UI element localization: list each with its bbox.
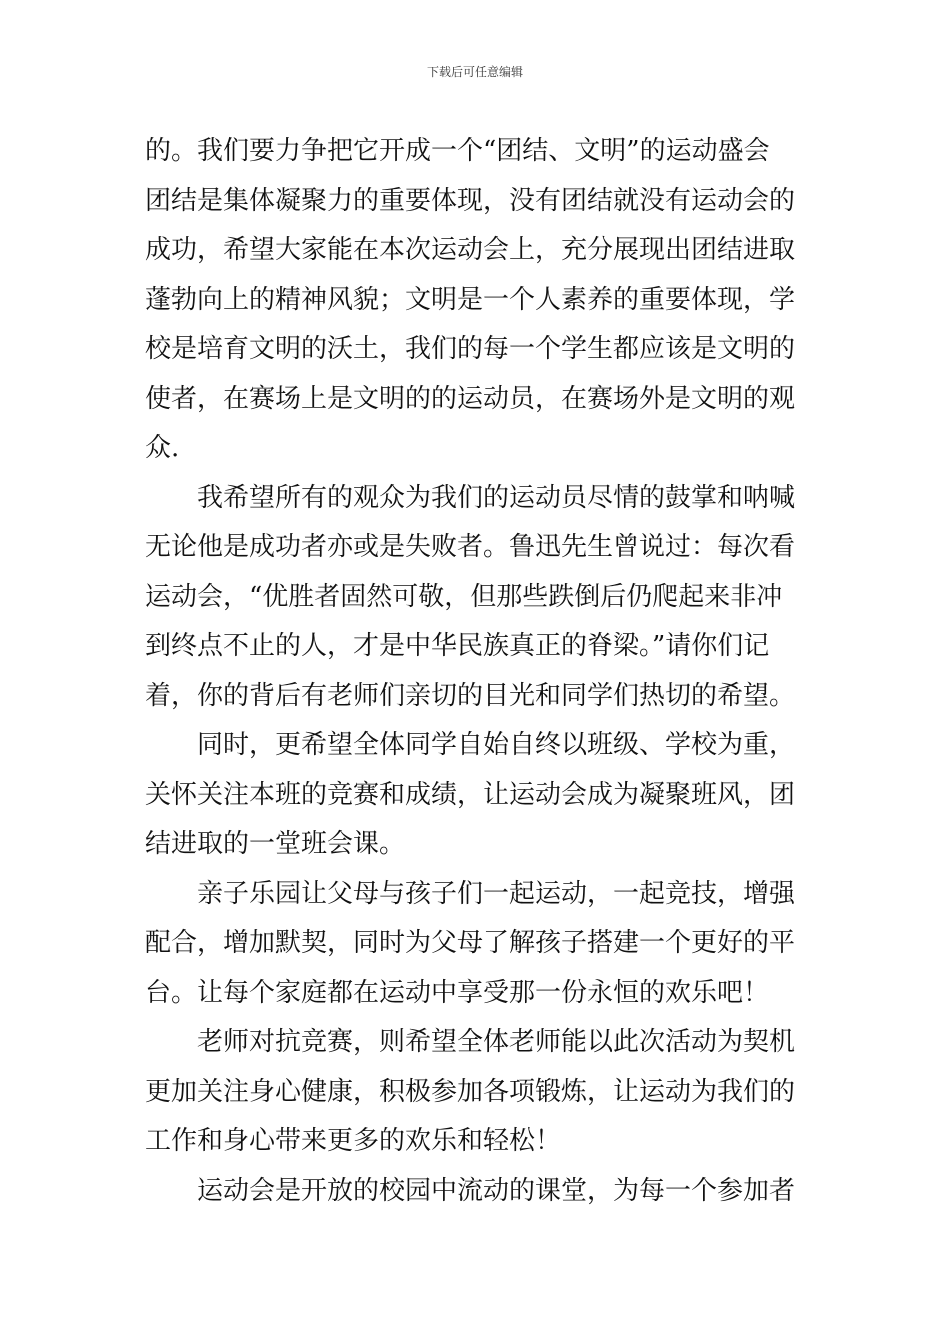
text-line: 使者，在赛场上是文明的的运动员，在赛场外是文明的观	[145, 383, 796, 414]
text-line: 亲子乐园让父母与孩子们一起运动，一起竞技，增强	[197, 878, 796, 909]
text-line: 众.	[145, 433, 180, 463]
paragraph-2	[145, 474, 810, 722]
paragraph-4	[145, 870, 810, 1019]
text-line: 配合，增加默契，同时为父母了解孩子搭建一个更好的平	[145, 928, 796, 958]
page-header: 下载后可任意编辑	[426, 65, 523, 79]
text-line: 结进取的一堂班会课。	[145, 829, 406, 859]
text-line: 的。我们要力争把它开成一个“团结、文明”的运动盛会	[145, 136, 770, 166]
text-line: 老师对抗竞赛，则希望全体老师能以此次活动为契机	[197, 1027, 796, 1057]
text-line: 着，你的背后有老师们亲切的目光和同学们热切的希望。	[145, 680, 796, 711]
document-body	[145, 127, 810, 1216]
text-line: 无论他是成功者亦或是失败者。鲁迅先生曾说过：每次看	[145, 532, 796, 562]
paragraph-6	[145, 1167, 810, 1217]
paragraph-3	[145, 721, 810, 870]
text-line: 团结是集体凝聚力的重要体现，没有团结就没有运动会的	[145, 185, 796, 216]
paragraph-1	[145, 127, 810, 474]
text-line: 我希望所有的观众为我们的运动员尽情的鼓掌和呐喊	[197, 482, 796, 513]
text-line: 更加关注身心健康，积极参加各项锻炼，让运动为我们的	[145, 1076, 796, 1107]
text-line: 成功，希望大家能在本次运动会上，充分展现出团结进取	[145, 235, 796, 265]
text-line: 运动会，“优胜者固然可敬，但那些跌倒后仍爬起来非冲	[145, 581, 783, 612]
text-line: 到终点不止的人，才是中华民族真正的脊梁。”请你们记	[145, 631, 770, 661]
text-line: 工作和身心带来更多的欢乐和轻松！	[145, 1126, 562, 1156]
text-line: 关怀关注本班的竞赛和成绩，让运动会成为凝聚班风，团	[145, 779, 796, 810]
text-line: 蓬勃向上的精神风貌；文明是一个人素养的重要体现，学	[145, 284, 796, 315]
text-line: 校是培育文明的沃土，我们的每一个学生都应该是文明的	[145, 334, 796, 364]
paragraph-5	[145, 1018, 810, 1167]
text-line: 运动会是开放的校园中流动的课堂，为每一个参加者	[197, 1175, 796, 1206]
text-line: 同时，更希望全体同学自始自终以班级、学校为重，	[197, 730, 796, 760]
text-line: 台。让每个家庭都在运动中享受那一份永恒的欢乐吧！	[145, 977, 770, 1008]
